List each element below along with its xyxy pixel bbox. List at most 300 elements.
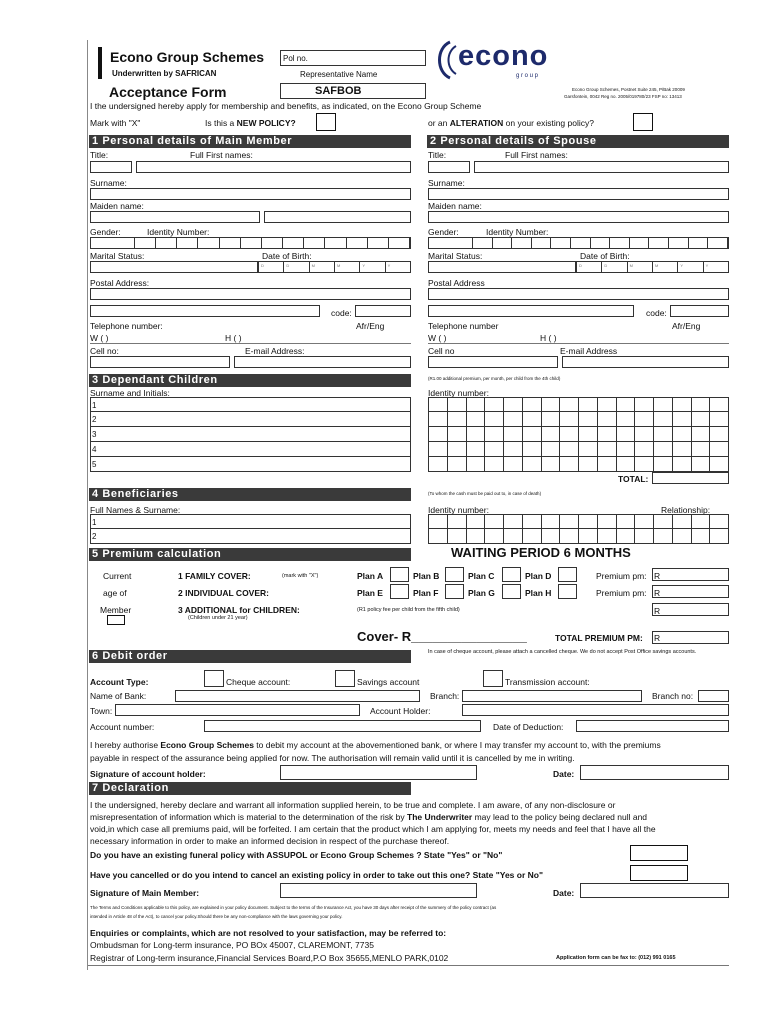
row-number: 1 [92, 518, 97, 527]
existing-policy-answer[interactable] [630, 845, 688, 861]
new-policy-checkbox[interactable] [316, 113, 336, 131]
sp-id-grid[interactable] [428, 237, 729, 249]
branch-field[interactable] [462, 690, 642, 702]
id-digit-cell[interactable] [635, 515, 654, 528]
dob-letter: Y [362, 263, 365, 268]
dob-letter: M [629, 263, 633, 268]
id-digit-cell[interactable] [673, 515, 692, 528]
table-row[interactable] [428, 442, 729, 457]
id-digit-cell[interactable] [560, 457, 579, 471]
company-address-1: Econo Group Schemes, Postnet Suite 245, P/Bak 20009 [572, 87, 685, 92]
account-signature-field[interactable] [280, 765, 477, 780]
beneficiary-id-label: Identity number: [428, 505, 489, 515]
ombudsman-address: Ombudsman for Long-term insurance, PO BOx 45007, CLAREMONT, 7735 [90, 940, 374, 950]
id-digit-cell[interactable] [347, 238, 368, 248]
premium-r-1: R [654, 571, 661, 581]
declaration-line-4: necessary information in order to make an informed decision in respect of the purchase thereof. [90, 836, 450, 846]
individual-cover-label: 2 INDIVIDUAL COVER: [178, 588, 269, 598]
town-label: Town: [90, 706, 113, 716]
table-row[interactable] [90, 427, 411, 442]
id-digit-cell[interactable] [635, 412, 654, 426]
children-total-field[interactable] [652, 472, 729, 484]
section3-header: 3 Dependant Children [89, 374, 411, 387]
plan-d-box[interactable] [558, 567, 577, 582]
mm-surname-label: Surname: [90, 178, 127, 188]
premium-r-3: R [654, 606, 661, 616]
id-digit-cell[interactable] [710, 529, 728, 543]
transmission-account-box[interactable] [483, 670, 503, 687]
id-digit-cell[interactable] [654, 442, 673, 456]
id-digit-cell[interactable] [654, 412, 673, 426]
id-digit-cell[interactable] [598, 442, 617, 456]
children-under-21-note: (Children under 21 year) [188, 615, 248, 621]
id-digit-cell[interactable] [689, 238, 709, 248]
id-digit-cell[interactable] [485, 515, 504, 528]
id-digit-cell[interactable] [448, 457, 467, 471]
dob-digit-cell[interactable] [577, 262, 602, 272]
mm-email-field[interactable] [234, 356, 411, 368]
mm-code-field[interactable] [355, 305, 411, 317]
id-digit-cell[interactable] [177, 238, 198, 248]
mm-marital-label: Marital Status: [90, 251, 145, 261]
dob-letter: M [311, 263, 315, 268]
account-holder-field[interactable] [462, 704, 729, 716]
id-digit-cell[interactable] [304, 238, 325, 248]
section1-header: 1 Personal details of Main Member [89, 135, 411, 148]
id-digit-cell[interactable] [429, 529, 448, 543]
id-digit-cell[interactable] [579, 529, 598, 543]
id-digit-cell[interactable] [467, 515, 486, 528]
id-digit-cell[interactable] [710, 398, 728, 411]
dob-letter: D [261, 263, 264, 268]
plan-h-label: Plan H [525, 588, 552, 598]
id-digit-cell[interactable] [448, 529, 467, 543]
id-digit-cell[interactable] [560, 442, 579, 456]
age-of-label: age of [103, 588, 127, 598]
bank-name-label: Name of Bank: [90, 691, 147, 701]
plan-c-box[interactable] [502, 567, 521, 582]
table-row[interactable] [90, 514, 411, 529]
id-digit-cell[interactable] [504, 457, 523, 471]
id-digit-cell[interactable] [560, 427, 579, 441]
mm-first-names-field[interactable] [136, 161, 411, 173]
dob-digit-cell[interactable] [310, 262, 335, 272]
fax-note: Application form can be fax to: (012) 991 0165 [556, 955, 676, 961]
bank-name-field[interactable] [175, 690, 420, 702]
sp-cell-field[interactable] [428, 356, 558, 368]
dob-digit-cell[interactable] [335, 262, 360, 272]
id-digit-cell[interactable] [467, 412, 486, 426]
plan-g-label: Plan G [468, 588, 495, 598]
sp-title-label: Title: [428, 150, 447, 160]
main-member-date-field[interactable] [580, 883, 729, 898]
sp-first-names-field[interactable] [474, 161, 729, 173]
dob-letter: M [654, 263, 659, 268]
id-digit-cell[interactable] [560, 412, 579, 426]
transmission-account-label: Transmission account: [505, 677, 590, 687]
id-digit-cell[interactable] [504, 398, 523, 411]
id-digit-cell[interactable] [579, 515, 598, 528]
mm-gender-label: Gender: [90, 227, 121, 237]
sp-phone-w: W ( ) [428, 333, 447, 343]
id-digit-cell[interactable] [617, 412, 636, 426]
underwritten-by: Underwritten by SAFRICAN [112, 69, 217, 78]
id-digit-cell[interactable] [542, 398, 561, 411]
id-digit-cell[interactable] [542, 515, 561, 528]
id-digit-cell[interactable] [669, 238, 689, 248]
id-digit-cell[interactable] [598, 515, 617, 528]
sp-marital-label: Marital Status: [428, 251, 483, 261]
id-digit-cell[interactable] [635, 442, 654, 456]
id-digit-cell[interactable] [368, 238, 389, 248]
mm-postal-label: Postal Address: [90, 278, 150, 288]
table-row[interactable] [90, 529, 411, 544]
id-digit-cell[interactable] [429, 515, 448, 528]
dob-digit-cell[interactable] [386, 262, 410, 272]
id-digit-cell[interactable] [523, 457, 542, 471]
id-digit-cell[interactable] [710, 457, 728, 471]
mm-postal-field-2[interactable] [90, 305, 320, 317]
mm-dob-label: Date of Birth: [262, 251, 312, 261]
id-digit-cell[interactable] [542, 457, 561, 471]
savings-account-label: Savings account [357, 677, 420, 687]
id-digit-cell[interactable] [523, 442, 542, 456]
dob-digit-cell[interactable] [653, 262, 678, 272]
id-digit-cell[interactable] [635, 529, 654, 543]
beneficiary-id-grid[interactable] [428, 514, 729, 544]
table-row[interactable] [90, 397, 411, 412]
id-digit-cell[interactable] [198, 238, 219, 248]
plan-g-box[interactable] [502, 584, 521, 599]
id-digit-cell[interactable] [710, 515, 728, 528]
id-digit-cell[interactable] [692, 398, 711, 411]
id-digit-cell[interactable] [429, 457, 448, 471]
id-digit-cell[interactable] [579, 442, 598, 456]
rep-name-value: SAFBOB [315, 85, 362, 97]
rep-name-label: Representative Name [300, 70, 378, 79]
account-number-field[interactable] [204, 720, 481, 732]
dob-digit-cell[interactable] [678, 262, 703, 272]
table-row[interactable] [90, 457, 411, 472]
row-number: 2 [92, 415, 97, 424]
id-digit-cell[interactable] [692, 412, 711, 426]
id-digit-cell[interactable] [523, 412, 542, 426]
id-digit-cell[interactable] [542, 412, 561, 426]
id-digit-cell[interactable] [591, 238, 611, 248]
savings-account-box[interactable] [335, 670, 355, 687]
sp-postal-field-1[interactable] [428, 288, 729, 300]
authorise-text-2: payable in respect of the assurance being applied for now. The authorisation will remain valid until it is cancelled by me in writing. [90, 753, 575, 763]
mm-maiden-field-b[interactable] [264, 211, 411, 223]
econo-logo [432, 38, 582, 82]
total-premium-field[interactable] [652, 631, 729, 644]
beneficiary-name-table[interactable] [90, 514, 411, 544]
town-field[interactable] [115, 704, 360, 716]
children-premium-note: (R1.00 additional premium, per month, per child from the 4th child) [428, 376, 561, 381]
id-digit-cell[interactable] [532, 238, 552, 248]
mark-with-x-note: (mark with "X") [282, 573, 319, 579]
brand-name: Econo Group Schemes [110, 49, 265, 65]
id-digit-cell[interactable] [598, 457, 617, 471]
dob-letter: Y [387, 263, 391, 268]
id-digit-cell[interactable] [560, 529, 579, 543]
registrar-address: Registrar of Long-term insurance,Financial Services Board,P.O Box 35655,MENLO PARK,0102 [90, 953, 449, 963]
plan-a-box[interactable] [390, 567, 409, 582]
mm-id-grid[interactable] [90, 237, 411, 249]
sp-maiden-field[interactable] [428, 211, 729, 223]
id-digit-cell[interactable] [389, 238, 410, 248]
table-row[interactable] [90, 442, 411, 457]
company-address-2: Garsfontein, 0042 Reg no. 2005/019780/23 FSP no: 13413 [564, 94, 682, 99]
id-digit-cell[interactable] [523, 398, 542, 411]
mm-postal-field-1[interactable] [90, 288, 411, 300]
id-digit-cell[interactable] [504, 515, 523, 528]
id-digit-cell[interactable] [579, 398, 598, 411]
deduction-date-field[interactable] [576, 720, 729, 732]
plan-c-label: Plan C [468, 571, 495, 581]
branch-no-label: Branch no: [652, 691, 694, 701]
dob-digit-cell[interactable] [360, 262, 385, 272]
id-digit-cell[interactable] [467, 442, 486, 456]
id-digit-cell[interactable] [241, 238, 262, 248]
id-digit-cell[interactable] [654, 427, 673, 441]
id-digit-cell[interactable] [673, 412, 692, 426]
id-digit-cell[interactable] [473, 238, 493, 248]
sp-marital-field[interactable] [428, 261, 576, 273]
logo-subtext: g r o u p [516, 73, 539, 79]
id-digit-cell[interactable] [571, 238, 591, 248]
premium-pm-field-1[interactable] [652, 568, 729, 581]
id-digit-cell[interactable] [617, 457, 636, 471]
mm-cell-field[interactable] [90, 356, 230, 368]
plan-f-box[interactable] [445, 584, 464, 599]
id-digit-cell[interactable] [448, 427, 467, 441]
id-digit-cell[interactable] [673, 442, 692, 456]
id-digit-cell[interactable] [523, 515, 542, 528]
id-digit-cell[interactable] [542, 529, 561, 543]
id-digit-cell[interactable] [708, 238, 728, 248]
main-member-signature-field[interactable] [280, 883, 477, 898]
id-digit-cell[interactable] [467, 427, 486, 441]
mm-marital-field[interactable] [90, 261, 258, 273]
id-digit-cell[interactable] [617, 515, 636, 528]
id-digit-cell[interactable] [598, 398, 617, 411]
deduction-date-label: Date of Deduction: [493, 722, 564, 732]
section4-header: 4 Beneficiaries [89, 488, 411, 501]
member-label: Member [100, 605, 132, 615]
id-digit-cell[interactable] [579, 457, 598, 471]
id-digit-cell[interactable] [673, 529, 692, 543]
table-row[interactable] [428, 427, 729, 442]
branch-no-field[interactable] [698, 690, 729, 702]
dob-digit-cell[interactable] [704, 262, 728, 272]
branch-label: Branch: [430, 691, 460, 701]
id-digit-cell[interactable] [654, 398, 673, 411]
table-row[interactable] [428, 514, 729, 529]
id-digit-cell[interactable] [673, 398, 692, 411]
id-digit-cell[interactable] [654, 515, 673, 528]
id-digit-cell[interactable] [135, 238, 156, 248]
mm-maiden-field-a[interactable] [90, 211, 260, 223]
declaration-line-2: misrepresentation of information which is material to the determination of the risk by The Underwriter may lead to the policy being declared null and [90, 812, 648, 822]
id-digit-cell[interactable] [485, 529, 504, 543]
table-row[interactable] [428, 412, 729, 427]
id-digit-cell[interactable] [673, 427, 692, 441]
id-digit-cell[interactable] [560, 398, 579, 411]
id-digit-cell[interactable] [485, 398, 504, 411]
id-digit-cell[interactable] [504, 427, 523, 441]
id-digit-cell[interactable] [262, 238, 283, 248]
id-digit-cell[interactable] [467, 398, 486, 411]
alteration-checkbox[interactable] [633, 113, 653, 131]
beneficiary-note: (To whom the cash must be paid out to, in case of death) [428, 491, 542, 496]
children-name-table[interactable] [90, 397, 411, 472]
id-digit-cell[interactable] [512, 238, 532, 248]
id-digit-cell[interactable] [617, 398, 636, 411]
id-digit-cell[interactable] [692, 529, 711, 543]
id-digit-cell[interactable] [617, 529, 636, 543]
id-digit-cell[interactable] [598, 427, 617, 441]
dob-digit-cell[interactable] [602, 262, 627, 272]
id-digit-cell[interactable] [429, 398, 448, 411]
plan-f-label: Plan F [413, 588, 439, 598]
id-digit-cell[interactable] [493, 238, 513, 248]
cancel-policy-answer[interactable] [630, 865, 688, 881]
plan-d-label: Plan D [525, 571, 552, 581]
main-member-signature-label: Signature of Main Member: [90, 888, 200, 898]
beneficiary-relationship-label: Relationship: [661, 505, 711, 515]
account-date-field[interactable] [580, 765, 729, 780]
dob-digit-cell[interactable] [259, 262, 284, 272]
id-digit-cell[interactable] [220, 238, 241, 248]
premium-pm-field-2[interactable] [652, 585, 729, 598]
id-digit-cell[interactable] [635, 398, 654, 411]
id-digit-cell[interactable] [630, 238, 650, 248]
id-digit-cell[interactable] [485, 427, 504, 441]
table-row[interactable] [428, 457, 729, 472]
id-digit-cell[interactable] [617, 442, 636, 456]
id-digit-cell[interactable] [649, 238, 669, 248]
mm-title-field[interactable] [90, 161, 132, 173]
id-digit-cell[interactable] [485, 412, 504, 426]
dob-digit-cell[interactable] [284, 262, 309, 272]
id-digit-cell[interactable] [579, 427, 598, 441]
id-digit-cell[interactable] [692, 457, 711, 471]
declaration-line-1: I the undersigned, hereby declare and warrant all information supplied herein, to be true and complete. I am aware, of any non-disclosure or [90, 800, 616, 810]
sp-email-field[interactable] [562, 356, 729, 368]
id-digit-cell[interactable] [448, 412, 467, 426]
id-digit-cell[interactable] [710, 412, 728, 426]
id-digit-cell[interactable] [448, 442, 467, 456]
section6-header: 6 Debit order [89, 650, 411, 663]
table-row[interactable] [428, 529, 729, 544]
member-age-box[interactable] [107, 615, 125, 625]
mm-phone-line [90, 343, 411, 344]
mm-dob-field[interactable] [258, 261, 411, 273]
sp-surname-field[interactable] [428, 188, 729, 200]
id-digit-cell[interactable] [560, 515, 579, 528]
id-digit-cell[interactable] [156, 238, 177, 248]
id-digit-cell[interactable] [485, 442, 504, 456]
sp-dob-field[interactable] [576, 261, 729, 273]
dob-letter: D [286, 263, 290, 268]
id-digit-cell[interactable] [673, 457, 692, 471]
table-row[interactable] [90, 412, 411, 427]
row-number: 1 [92, 401, 97, 410]
id-digit-cell[interactable] [579, 412, 598, 426]
terms-line-2: intended in Article 48 of the Act), to cancel your policy.Should there be any non-compliance with the laws governing your policy. [90, 914, 343, 919]
id-digit-cell[interactable] [467, 529, 486, 543]
id-digit-cell[interactable] [523, 427, 542, 441]
id-digit-cell[interactable] [504, 529, 523, 543]
mm-phone-w: W ( ) [90, 333, 109, 343]
id-digit-cell[interactable] [692, 442, 711, 456]
id-digit-cell[interactable] [654, 457, 673, 471]
id-digit-cell[interactable] [467, 457, 486, 471]
cheque-account-box[interactable] [204, 670, 224, 687]
table-row[interactable] [428, 397, 729, 412]
id-digit-cell[interactable] [448, 398, 467, 411]
premium-children-field[interactable] [652, 603, 729, 616]
alteration-question: or an ALTERATION on your existing policy? [428, 118, 594, 128]
id-digit-cell[interactable] [504, 412, 523, 426]
id-digit-cell[interactable] [710, 427, 728, 441]
form-left-border [87, 40, 88, 970]
id-digit-cell[interactable] [654, 529, 673, 543]
cheque-account-label: Cheque account: [226, 677, 291, 687]
plan-h-box[interactable] [558, 584, 577, 599]
id-digit-cell[interactable] [283, 238, 304, 248]
id-digit-cell[interactable] [635, 427, 654, 441]
id-digit-cell[interactable] [551, 238, 571, 248]
plan-b-box[interactable] [445, 567, 464, 582]
sp-title-field[interactable] [428, 161, 470, 173]
dob-letter: D [579, 263, 582, 268]
id-digit-cell[interactable] [598, 412, 617, 426]
id-digit-cell[interactable] [610, 238, 630, 248]
mark-with-x: Mark with "X" [90, 118, 141, 128]
intro-apply: I the undersigned hereby apply for membership and benefits, as indicated, on the Econo Group Scheme [90, 101, 482, 111]
id-digit-cell[interactable] [598, 529, 617, 543]
mm-surname-field[interactable] [90, 188, 411, 200]
account-type-label: Account Type: [90, 677, 149, 687]
id-digit-cell[interactable] [692, 515, 711, 528]
id-digit-cell[interactable] [504, 442, 523, 456]
id-digit-cell[interactable] [635, 457, 654, 471]
id-digit-cell[interactable] [692, 427, 711, 441]
id-digit-cell[interactable] [429, 442, 448, 456]
sp-postal-field-2[interactable] [428, 305, 634, 317]
id-digit-cell[interactable] [710, 442, 728, 456]
children-id-grid[interactable] [428, 397, 729, 472]
dob-digit-cell[interactable] [628, 262, 653, 272]
id-digit-cell[interactable] [448, 515, 467, 528]
plan-e-box[interactable] [390, 584, 409, 599]
id-digit-cell[interactable] [429, 427, 448, 441]
premium-r-2: R [654, 588, 661, 598]
id-digit-cell[interactable] [429, 412, 448, 426]
id-digit-cell[interactable] [542, 442, 561, 456]
id-digit-cell[interactable] [542, 427, 561, 441]
id-digit-cell[interactable] [325, 238, 346, 248]
id-digit-cell[interactable] [523, 529, 542, 543]
id-digit-cell[interactable] [617, 427, 636, 441]
id-digit-cell[interactable] [485, 457, 504, 471]
new-policy-question: Is this a NEW POLICY? [205, 118, 296, 128]
sp-code-field[interactable] [670, 305, 729, 317]
current-label: Current [103, 571, 132, 581]
total-premium-r: R [654, 633, 661, 643]
